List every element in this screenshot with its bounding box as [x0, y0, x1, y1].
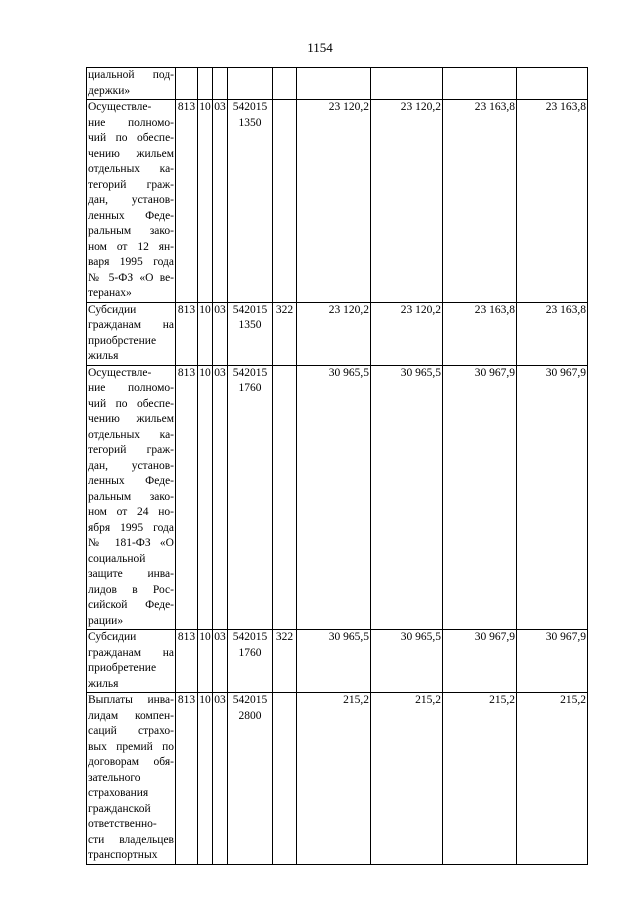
admin-code-cell: 813: [176, 365, 198, 630]
amount-cell-1: 23 120,2: [297, 100, 371, 303]
target-article-line: 1350: [238, 319, 262, 331]
amount-cell-4: 30 967,9: [517, 630, 588, 693]
amount-cell-2: 30 965,5: [371, 630, 443, 693]
amount-cell-4: 23 163,8: [517, 302, 588, 365]
amount-cell-3: 23 163,8: [443, 302, 517, 365]
expense-type-cell: [273, 100, 297, 303]
admin-code-cell: 813: [176, 693, 198, 865]
amount-cell-2: [371, 68, 443, 100]
amount-cell-3: 23 163,8: [443, 100, 517, 303]
row-name-cell: [87, 693, 176, 865]
amount-cell-2: 30 965,5: [371, 365, 443, 630]
admin-code-cell: 813: [176, 100, 198, 303]
row-name-line: ленных Феде-: [88, 475, 174, 487]
row-name-line: социальной: [88, 552, 146, 565]
row-name-line: страхования: [88, 787, 149, 799]
table-row: [87, 693, 588, 865]
amount-cell-3: 215,2: [443, 693, 517, 865]
amount-cell-3: [443, 68, 517, 100]
expense-type-cell: [273, 365, 297, 630]
row-name-line: приобретение: [88, 662, 157, 674]
section-code-cell: 10: [198, 630, 213, 693]
row-name-line: варя 1995 года: [88, 256, 174, 268]
row-name-line: чению жильем: [88, 147, 174, 160]
row-name-line: тегорий граж-: [88, 178, 174, 191]
row-name-line: тегорий граж-: [88, 444, 174, 456]
row-name-line: дан, установ-: [88, 194, 174, 206]
row-name-line: жилья: [88, 677, 119, 690]
amount-cell-1: 23 120,2: [297, 302, 371, 365]
row-name-cell: [87, 630, 176, 693]
row-name-line: лидов в Рос-: [88, 583, 174, 596]
section-code-cell: 10: [198, 100, 213, 303]
target-article-cell: [228, 302, 273, 365]
row-name-line: рации»: [88, 614, 124, 627]
row-name-cell: [87, 365, 176, 630]
row-name-line: сти владельцев: [88, 833, 174, 846]
row-name-line: отдельных ка-: [88, 428, 174, 441]
section-code-cell: 10: [198, 365, 213, 630]
section-code-cell: 10: [198, 693, 213, 865]
table-row: [87, 302, 588, 365]
amount-cell-1: 30 965,5: [297, 630, 371, 693]
row-name-line: теранах»: [88, 287, 132, 299]
expense-type-cell: [273, 693, 297, 865]
row-name-line: гражданам на: [88, 319, 174, 331]
row-name-line: ответственно-: [88, 818, 157, 830]
target-article-line: 2800: [238, 709, 262, 722]
row-name-line: приобрстение: [88, 334, 157, 347]
subsection-code-cell: 03: [213, 693, 228, 865]
target-article-line: 542015: [232, 101, 268, 113]
row-name-line: ральным зако-: [88, 490, 174, 503]
row-name-line: Субсидии: [88, 303, 137, 316]
row-name-line: саций страхо-: [88, 725, 174, 737]
section-code-cell: 10: [198, 302, 213, 365]
row-name-line: ленных Феде-: [88, 209, 174, 222]
row-name-cell: [87, 302, 176, 365]
target-article-cell: [228, 365, 273, 630]
admin-code-cell: [176, 68, 198, 100]
table-row: [87, 630, 588, 693]
budget-table: [86, 67, 588, 865]
amount-cell-4: 23 163,8: [517, 100, 588, 303]
row-name-line: держки»: [88, 84, 131, 97]
expense-type-cell: 322: [273, 302, 297, 365]
target-article-line: 542015: [232, 366, 268, 379]
expense-type-cell: [273, 68, 297, 100]
target-article-cell: [228, 68, 273, 100]
row-name-line: чению жильем: [88, 413, 174, 425]
row-name-line: гражданской: [88, 802, 151, 815]
row-name-line: Субсидии: [88, 631, 137, 643]
row-name-line: вых премий по: [88, 740, 174, 753]
target-article-line: 1760: [238, 382, 262, 394]
subsection-code-cell: 03: [213, 100, 228, 303]
row-name-cell: [87, 100, 176, 303]
section-code-cell: [198, 68, 213, 100]
row-name-line: ном от 24 но-: [88, 506, 174, 518]
row-name-line: ном от 12 ян-: [88, 240, 174, 253]
amount-cell-2: 215,2: [371, 693, 443, 865]
page-number: 1154: [307, 40, 333, 55]
amount-cell-4: 215,2: [517, 693, 588, 865]
row-name-line: зательного: [88, 771, 141, 784]
row-name-line: жилья: [88, 350, 119, 362]
table-row: [87, 365, 588, 630]
amount-cell-1: [297, 68, 371, 100]
amount-cell-1: 30 965,5: [297, 365, 371, 630]
row-name-cell: [87, 68, 176, 100]
row-name-line: лидам компен-: [88, 709, 174, 722]
row-name-line: гражданам на: [88, 646, 174, 659]
row-name-line: защите инва-: [88, 568, 174, 580]
row-name-line: ральным зако-: [88, 225, 174, 237]
amount-cell-4: 30 967,9: [517, 365, 588, 630]
amount-cell-3: 30 967,9: [443, 365, 517, 630]
target-article-line: 1350: [238, 116, 262, 129]
row-name-line: Выплаты инва-: [88, 694, 174, 706]
amount-cell-3: 30 967,9: [443, 630, 517, 693]
row-name-line: отдельных ка-: [88, 163, 174, 175]
row-name-line: Осуществле-: [88, 366, 152, 379]
row-name-line: чий по обеспе-: [88, 132, 174, 144]
amount-cell-4: [517, 68, 588, 100]
table-row: [87, 100, 588, 303]
amount-cell-2: 23 120,2: [371, 302, 443, 365]
target-article-cell: [228, 630, 273, 693]
target-article-line: 542015: [232, 631, 268, 643]
row-name-line: ября 1995 года: [88, 521, 174, 534]
subsection-code-cell: 03: [213, 302, 228, 365]
subsection-code-cell: 03: [213, 630, 228, 693]
row-name-line: договорам обя-: [88, 756, 174, 768]
target-article-line: 542015: [232, 694, 268, 706]
row-name-line: циальной под-: [88, 69, 174, 81]
row-name-line: Осуществле-: [88, 101, 152, 113]
row-name-line: № 5-ФЗ «О ве-: [88, 271, 174, 284]
row-name-line: № 181-ФЗ «О: [88, 537, 174, 549]
target-article-line: 1760: [238, 646, 262, 659]
target-article-line: 542015: [232, 303, 268, 316]
target-article-cell: [228, 100, 273, 303]
target-article-cell: [228, 693, 273, 865]
amount-cell-1: 215,2: [297, 693, 371, 865]
admin-code-cell: 813: [176, 630, 198, 693]
subsection-code-cell: 03: [213, 365, 228, 630]
row-name-line: чий по обеспе-: [88, 397, 174, 410]
amount-cell-2: 23 120,2: [371, 100, 443, 303]
subsection-code-cell: [213, 68, 228, 100]
row-name-line: транспортных: [88, 849, 158, 861]
row-name-line: ние полномо-: [88, 382, 174, 394]
row-name-line: сийской Феде-: [88, 599, 174, 611]
row-name-line: ние полномо-: [88, 116, 174, 129]
row-name-line: дан, установ-: [88, 459, 174, 472]
table-row: [87, 68, 588, 100]
table-body: [87, 68, 588, 865]
expense-type-cell: 322: [273, 630, 297, 693]
admin-code-cell: 813: [176, 302, 198, 365]
